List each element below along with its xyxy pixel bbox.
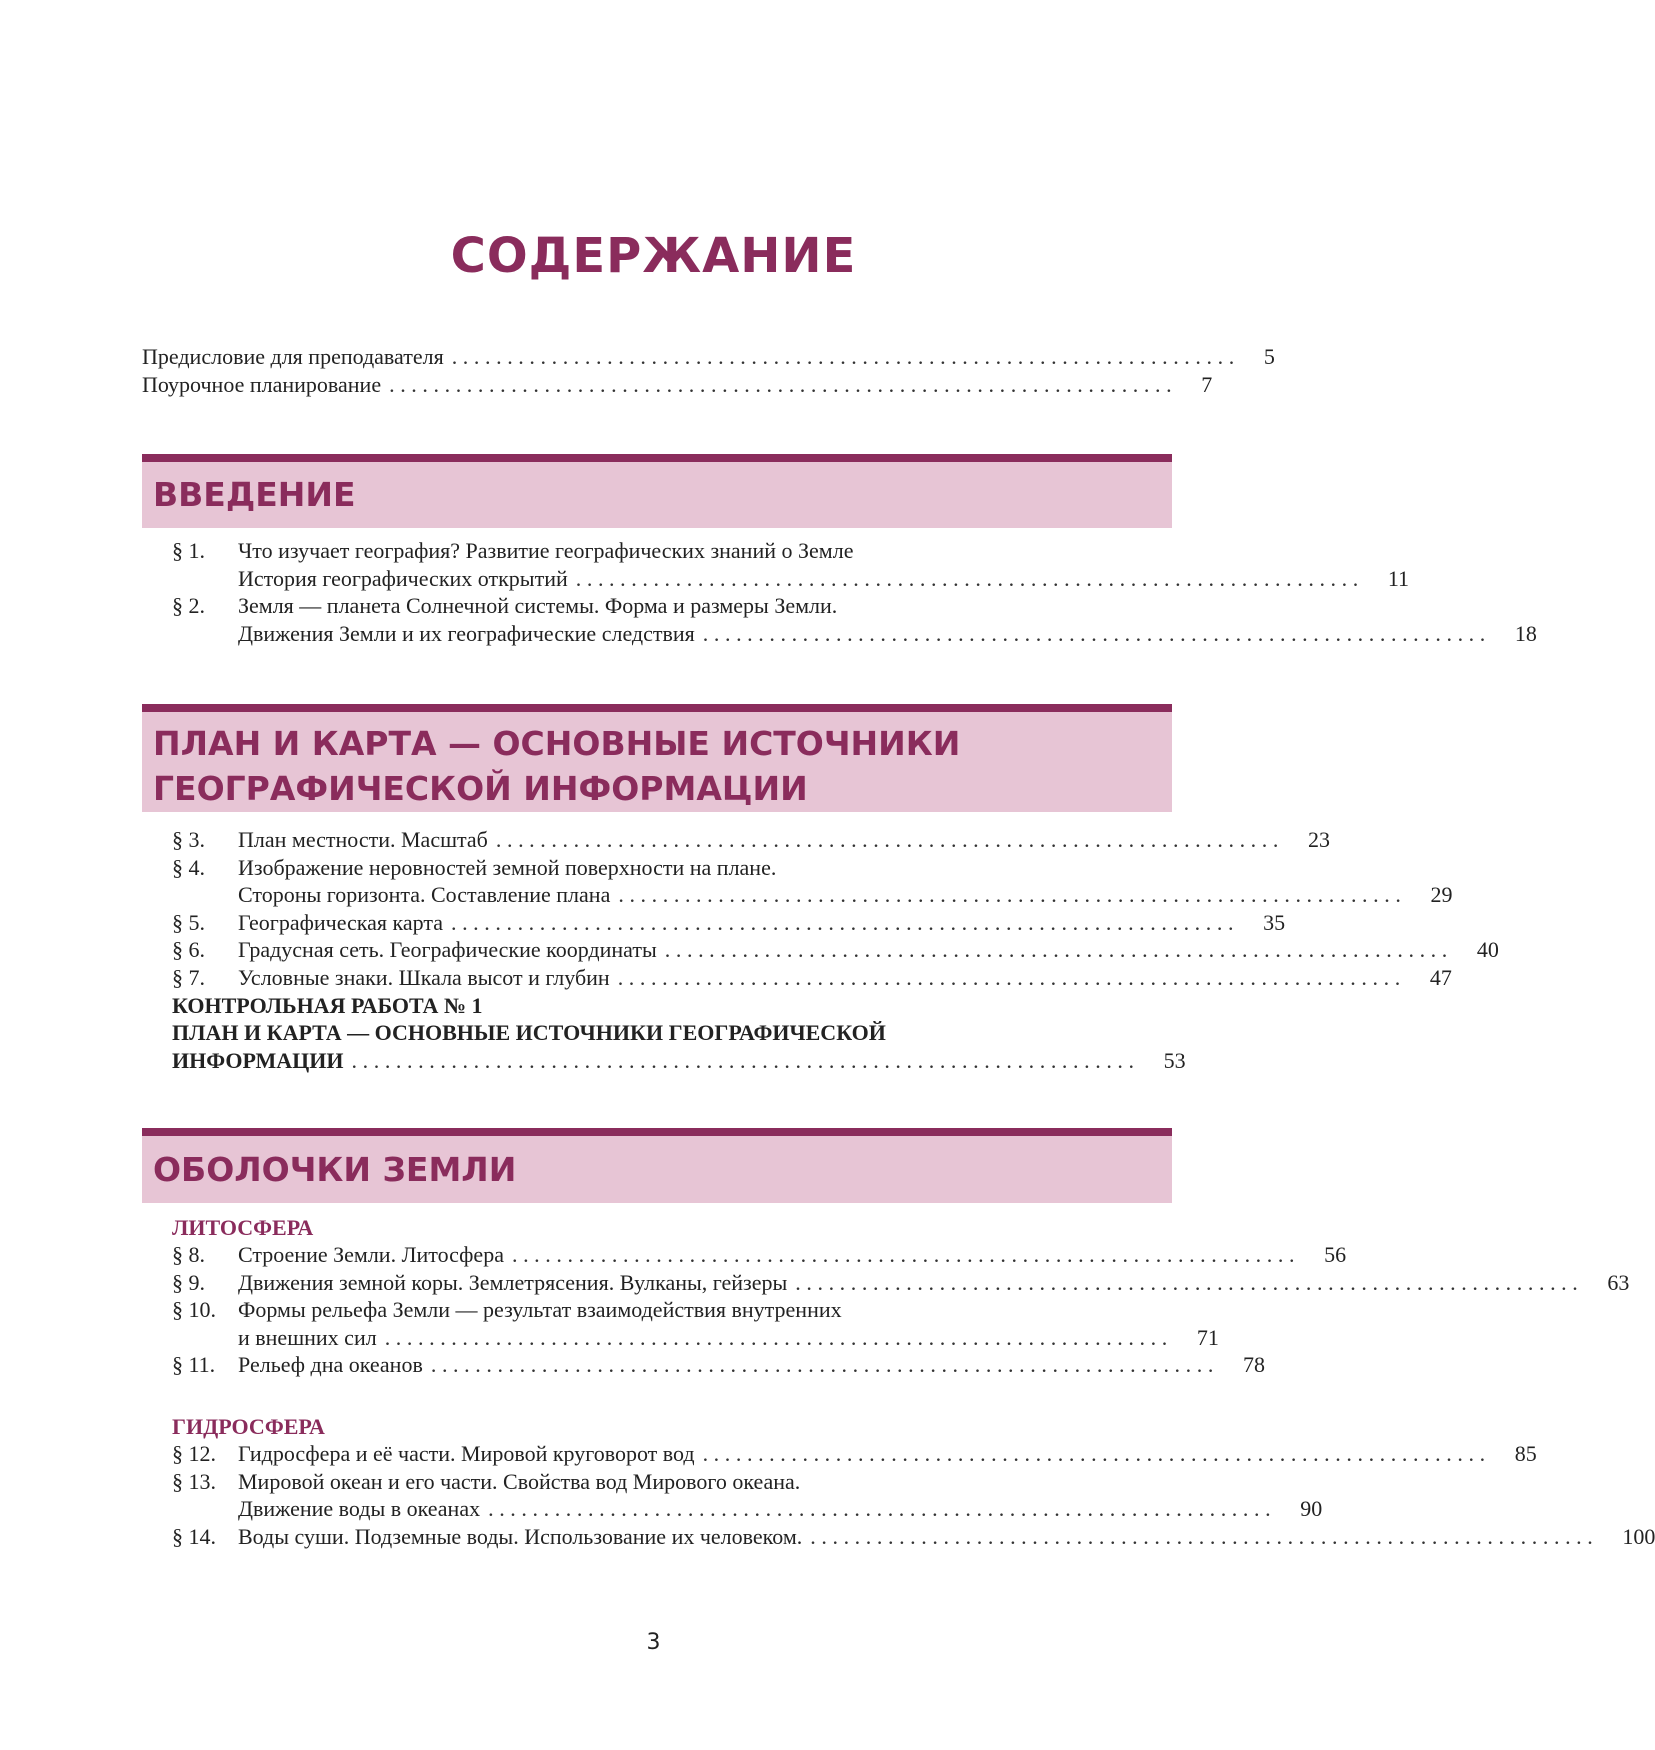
paragraph-number: § 14. xyxy=(172,1523,216,1549)
leader-dots: ....................................................................... xyxy=(430,1352,1219,1378)
leader-dots: ....................................................................... xyxy=(702,1441,1491,1466)
toc-entry-label: Изображение неровностей земной поверхности на плане. xyxy=(238,854,777,880)
paragraph-number: § 1. xyxy=(172,538,205,563)
toc-page-number: 5 xyxy=(1263,344,1275,369)
toc-entry-label: Формы рельефа Земли — результат взаимодействия внутренних xyxy=(238,1297,842,1323)
toc-entry[interactable] xyxy=(142,1241,1347,1269)
toc-entry-label: Строение Земли. Литосфера xyxy=(238,1242,504,1267)
toc-entry[interactable] xyxy=(142,936,1499,964)
paragraph-number: § 12. xyxy=(172,1441,216,1466)
subsection-title: ЛИТОСФЕРА xyxy=(172,1215,314,1240)
toc-entry[interactable] xyxy=(142,964,1452,992)
test-title: КОНТРОЛЬНАЯ РАБОТА № 1 xyxy=(172,992,483,1018)
test-entry-continuation[interactable] xyxy=(142,1019,1172,1047)
section-entries xyxy=(142,1440,1655,1550)
paragraph-number: § 3. xyxy=(172,827,205,852)
toc-page-number: 40 xyxy=(1476,937,1499,963)
toc-entry[interactable] xyxy=(142,1351,1265,1379)
toc-page-number: 11 xyxy=(1387,565,1410,591)
toc-entry-label: Что изучает география? Развитие географических знаний о Земле xyxy=(238,538,854,563)
toc-page-number: 7 xyxy=(1201,371,1213,397)
section-header xyxy=(142,1128,1172,1203)
page-title: СОДЕРЖАНИЕ xyxy=(450,228,857,284)
toc-entry-continuation[interactable] xyxy=(142,1324,1219,1352)
toc-entry-label: Градусная сеть. Географические координаты xyxy=(238,937,657,963)
test-entry[interactable] xyxy=(142,992,1172,1020)
toc-page-number: 71 xyxy=(1196,1324,1219,1350)
toc-entry-label: Мировой океан и его части. Свойства вод Мирового океана. xyxy=(238,1468,801,1494)
toc-page-number: 56 xyxy=(1324,1242,1347,1267)
test-title: ИНФОРМАЦИИ xyxy=(172,1047,344,1073)
toc-entry-continuation[interactable] xyxy=(142,620,1537,648)
section-title: ПЛАН И КАРТА — ОСНОВНЫЕ ИСТОЧНИКИ xyxy=(153,724,961,763)
toc-page-number: 63 xyxy=(1607,1269,1630,1295)
section-title: ВВЕДЕНИЕ xyxy=(153,475,356,514)
paragraph-number: § 9. xyxy=(172,1269,205,1295)
leader-dots: ....................................................................... xyxy=(450,909,1240,935)
toc-entry[interactable] xyxy=(142,909,1286,937)
paragraph-number: § 8. xyxy=(172,1242,205,1267)
section-title: ГЕОГРАФИЧЕСКОЙ ИНФОРМАЦИИ xyxy=(153,769,808,808)
leader-dots: ....................................................................... xyxy=(384,1324,1173,1350)
paragraph-number: § 13. xyxy=(172,1468,216,1494)
leader-dots: ....................................................................... xyxy=(511,1242,1301,1267)
toc-page-number: 100 xyxy=(1622,1523,1655,1549)
paragraph-number: § 7. xyxy=(172,964,205,990)
toc-entry-continuation[interactable] xyxy=(142,565,1410,593)
toc-entry-label: Географическая карта xyxy=(238,909,443,935)
toc-page-number: 23 xyxy=(1307,827,1330,852)
subsection-title: ГИДРОСФЕРА xyxy=(172,1414,325,1439)
paragraph-number: § 10. xyxy=(172,1297,216,1323)
toc-entry-label: Рельеф дна океанов xyxy=(238,1352,423,1378)
toc-entry-label: План местности. Масштаб xyxy=(238,827,488,852)
toc-entry-label: Стороны горизонта. Составление плана xyxy=(238,882,611,908)
leader-dots: ....................................................................... xyxy=(495,827,1284,852)
toc-entry[interactable] xyxy=(142,537,1172,565)
section-header xyxy=(142,454,1172,528)
toc-entry[interactable] xyxy=(142,854,1172,882)
toc-page-number: 90 xyxy=(1300,1496,1323,1522)
leader-dots: ....................................................................... xyxy=(389,371,1178,397)
toc-entry[interactable] xyxy=(142,592,1172,620)
page-number: 3 xyxy=(646,1630,661,1655)
leader-dots: ....................................................................... xyxy=(810,1523,1599,1549)
toc-entry-continuation[interactable] xyxy=(142,1495,1323,1523)
toc-page-number: 78 xyxy=(1242,1352,1265,1378)
toc-entry[interactable] xyxy=(142,826,1330,854)
toc-entry-label: Гидросфера и её части. Мировой круговорот вод xyxy=(238,1441,695,1466)
toc-entry-label: Поурочное планирование xyxy=(142,371,382,397)
toc-page-number: 29 xyxy=(1430,882,1453,908)
toc-entry[interactable] xyxy=(142,1296,1172,1324)
paragraph-number: § 2. xyxy=(172,593,205,619)
toc-entry[interactable] xyxy=(142,343,1275,371)
paragraph-number: § 11. xyxy=(172,1352,216,1378)
toc-page-number: 85 xyxy=(1514,1441,1537,1466)
toc-page-number: 35 xyxy=(1263,909,1286,935)
paragraph-number: § 6. xyxy=(172,937,205,963)
section-header xyxy=(142,704,1172,812)
toc-entry-label: и внешних сил xyxy=(238,1324,377,1350)
test-entry-continuation[interactable] xyxy=(142,1047,1186,1075)
section-entries xyxy=(142,826,1499,1074)
toc-entry[interactable] xyxy=(142,1523,1655,1551)
leader-dots: ....................................................................... xyxy=(575,565,1364,591)
leader-dots: ....................................................................... xyxy=(664,937,1453,963)
front-matter xyxy=(142,343,1275,398)
toc-entry[interactable] xyxy=(142,371,1213,399)
toc-page-number: 53 xyxy=(1163,1047,1186,1073)
toc-entry-label: Предисловие для преподавателя xyxy=(142,344,444,369)
leader-dots: ....................................................................... xyxy=(351,1047,1140,1073)
section-entries xyxy=(142,537,1537,647)
leader-dots: ....................................................................... xyxy=(451,344,1240,369)
toc-entry-label: Движения земной коры. Землетрясения. Вулканы, гейзеры xyxy=(238,1269,788,1295)
toc-page-number: 47 xyxy=(1429,964,1452,990)
toc-entry-label: Движения Земли и их географические следствия xyxy=(238,620,695,646)
toc-entry-label: Движение воды в океанах xyxy=(238,1496,481,1522)
paragraph-number: § 4. xyxy=(172,854,205,880)
toc-page-number: 18 xyxy=(1514,620,1537,646)
test-title: ПЛАН И КАРТА — ОСНОВНЫЕ ИСТОЧНИКИ ГЕОГРАФИЧЕСКОЙ xyxy=(172,1020,886,1046)
section-title: ОБОЛОЧКИ ЗЕМЛИ xyxy=(153,1150,517,1189)
toc-entry[interactable] xyxy=(142,1440,1537,1468)
toc-entry[interactable] xyxy=(142,1269,1630,1297)
leader-dots: ....................................................................... xyxy=(488,1496,1277,1522)
leader-dots: ....................................................................... xyxy=(795,1269,1584,1295)
leader-dots: ....................................................................... xyxy=(618,882,1407,908)
leader-dots: ....................................................................... xyxy=(617,964,1406,990)
toc-entry-label: Условные знаки. Шкала высот и глубин xyxy=(238,964,610,990)
toc-entry-label: Воды суши. Подземные воды. Использование их человеком. xyxy=(238,1523,803,1549)
toc-entry-continuation[interactable] xyxy=(142,881,1453,909)
paragraph-number: § 5. xyxy=(172,909,205,935)
section-entries xyxy=(142,1241,1630,1379)
toc-entry-label: История географических открытий xyxy=(238,565,568,591)
toc-entry-label: Земля — планета Солнечной системы. Форма и размеры Земли. xyxy=(238,593,838,619)
toc-entry[interactable] xyxy=(142,1468,1172,1496)
leader-dots: ....................................................................... xyxy=(702,620,1491,646)
